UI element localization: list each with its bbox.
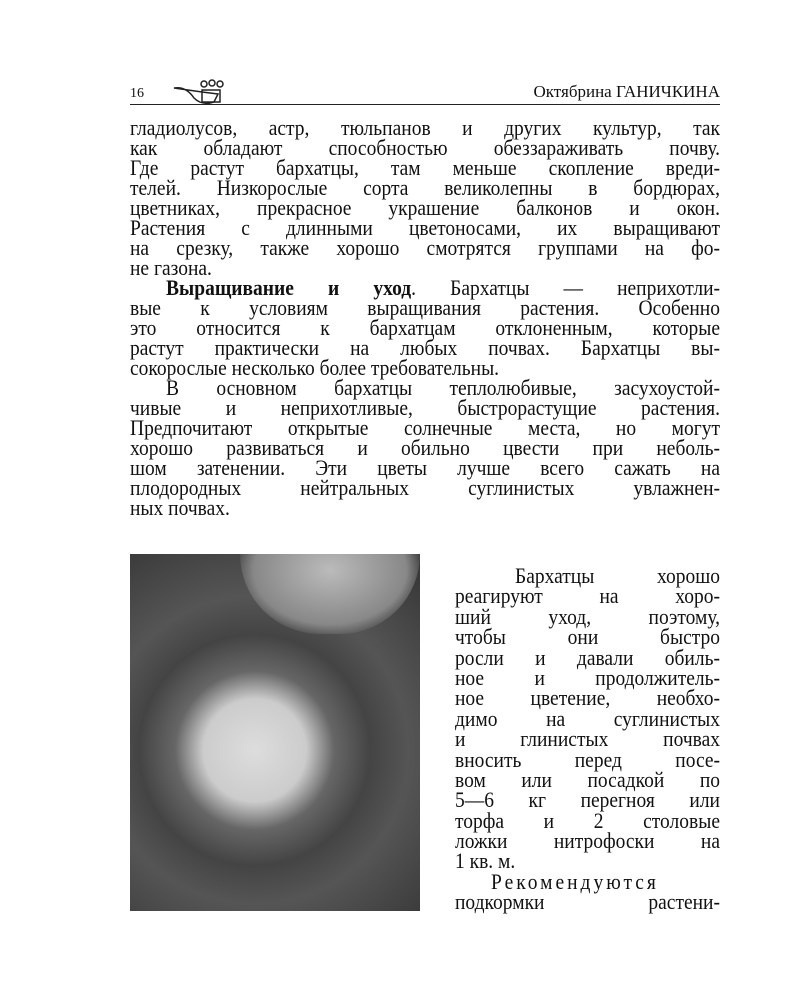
text-line: как обладают способностью обеззараживать почву.: [130, 136, 720, 161]
text-line: Рекомендуются: [491, 870, 659, 895]
text-line: 1 кв. м.: [455, 850, 516, 874]
flower-pot-ornament-icon: [172, 78, 232, 108]
text-line: растут практически на любых почвах. Бархатцы вы-: [130, 336, 720, 361]
text-line: на срезку, также хорошо смотрятся группами на фо-: [130, 236, 720, 261]
running-header: [130, 80, 720, 105]
text-line: не газона.: [130, 256, 212, 281]
side-column-text: [455, 566, 720, 913]
marigold-photo: [130, 554, 420, 911]
text-line: вые к условиям выращивания растения. Особенно: [130, 296, 720, 321]
text-span: . Бархатцы — неприхотли-: [411, 276, 720, 301]
text-line: чтобы они быстро: [455, 626, 720, 650]
text-line: ное цветение, необхо-: [455, 687, 720, 711]
text-line: ложки нитрофоски на: [455, 829, 720, 854]
text-line: подкормки растени-: [455, 891, 720, 915]
text-line: Бархатцы хорошо: [515, 564, 720, 589]
text-line: реагируют на хоро-: [455, 585, 720, 609]
text-line: чивые и неприхотливые, быстрорастущие растения.: [130, 396, 720, 421]
text-line: гладиолусов, астр, тюльпанов и других культур, так: [130, 116, 720, 141]
background-flower: [240, 554, 420, 634]
text-line: плодородных нейтральных суглинистых увлажнен-: [130, 476, 720, 501]
text-line: димо на суглинистых: [455, 707, 720, 732]
text-line: ных почвах.: [130, 496, 230, 521]
text-line: ное и продолжитель-: [455, 666, 720, 691]
text-line: В основном бархатцы теплолюбивые, засухоустой-: [166, 376, 720, 401]
text-line: росли и давали обиль-: [455, 646, 720, 670]
text-line: вносить перед посе-: [455, 748, 720, 772]
text-line: цветниках, прекрасное украшение балконов и окон.: [130, 196, 720, 221]
text-line: Предпочитают открытые солнечные места, но могут: [130, 416, 720, 441]
page-number: 16: [130, 86, 144, 101]
text-line: торфа и 2 столовые: [455, 809, 720, 834]
text-line: это относится к бархатцам отклоненным, которые: [130, 316, 720, 341]
text-line: ший уход, поэтому,: [455, 605, 720, 630]
text-line: Где растут бархатцы, там меньше скопление вреди-: [130, 156, 720, 181]
text-line: хорошо развиваться и обильно цвести при неболь-: [130, 436, 720, 461]
text-line: и глинистых почвах: [455, 728, 720, 752]
text-line: Растения с длинными цветоносами, их выращивают: [130, 216, 720, 241]
text-line: шом затенении. Эти цветы лучше всего сажать на: [130, 456, 720, 481]
text-line: 5—6 кг перегноя или: [455, 789, 720, 813]
text-line: вом или посадкой по: [455, 768, 720, 793]
text-line: телей. Низкорослые сорта великолепны в бордюрах,: [130, 176, 720, 201]
text-line: сокорослые несколько более требовательны.: [130, 356, 500, 381]
body-text: [130, 116, 720, 521]
author-name: Октябрина ГАНИЧКИНА: [533, 82, 720, 101]
section-heading: Выращивание и уход: [166, 276, 412, 301]
